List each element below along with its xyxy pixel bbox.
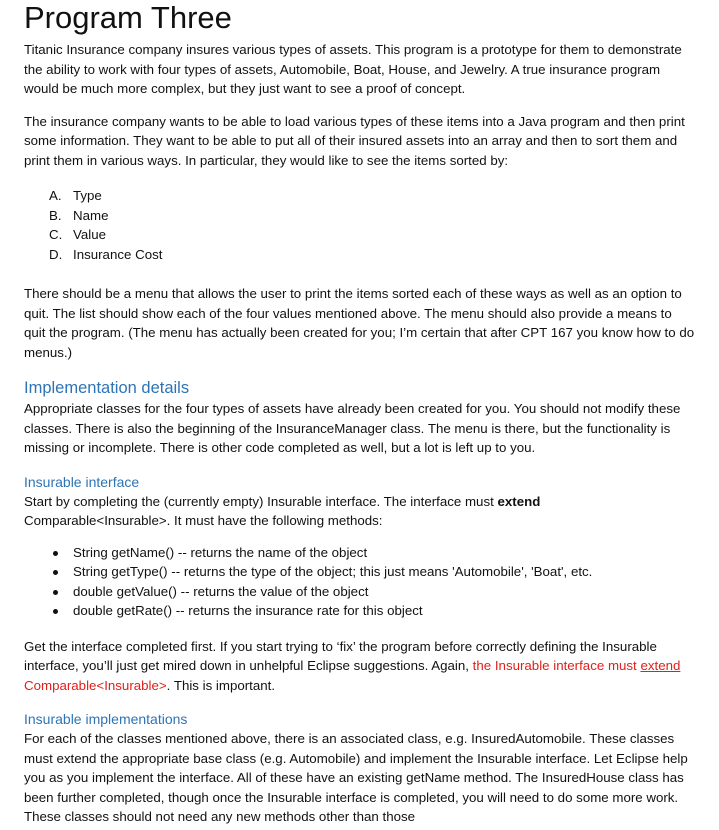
insurable-interface-paragraph-2 [24, 637, 695, 696]
insurable-interface-heading: Insurable interface [24, 473, 140, 490]
intro-paragraph-3: There should be a menu that allows the user to print the items sorted each of these ways as well as an option to quit. The list should show each of the four values mentioned above. The menu should also provide a means to quit the program. (The menu has actually been created for you; I’m certain that after CPT 167 you know how to do menus.) [24, 286, 695, 360]
list-item-label: Name [73, 207, 109, 223]
list-marker: D. [49, 246, 63, 262]
list-marker: C. [49, 227, 63, 242]
list-marker: B. [49, 207, 62, 223]
bullet-icon [53, 590, 58, 595]
bullet-icon [53, 551, 58, 556]
list-marker: A. [49, 188, 62, 203]
implementation-paragraph: Appropriate classes for the four types of assets have already been created for you. You should not modify these classes. There is also the beginning of the InsuranceManager class. The menu is there, but the functionality is missing or incomplete. There is other code completed as well, but a lot is left up to you. [24, 401, 681, 455]
method-text: double getValue() -- returns the value of the object [73, 583, 369, 599]
list-item-label: Type [73, 188, 102, 203]
methods-list [24, 543, 695, 621]
method-text: String getName() -- returns the name of the object [73, 544, 368, 560]
list-item [24, 601, 695, 621]
bullet-icon [53, 609, 58, 614]
page-title: Program Three [24, 0, 232, 35]
method-text: double getRate() -- returns the insurance rate for this object [73, 603, 423, 618]
insurable-implementations-paragraph: For each of the classes mentioned above, there is an associated class, e.g. InsuredAutomobile. These classes must extend the appropriate base class (e.g. Automobile) and implement the Insurable interface. Let Eclipse help you as you implement the interface. All of these have an existing getName method. The InsuredHouse class has been further completed, though once the Insurable interface is completed, you will need to do some more work. These classes should not need any new methods other than those [24, 731, 688, 824]
list-item-label: Insurance Cost [73, 246, 163, 262]
red-text: the Insurable interface must [472, 658, 641, 673]
red-text: Comparable<Insurable> [24, 677, 167, 693]
intro-paragraph-2: The insurance company wants to be able to load various types of these items into a Java program and then print some information. They want to be able to put all of their insured assets into an array and then to sort them and print them in various ways. In particular, they would like to see the items sorted by: [24, 113, 685, 168]
text-run: . This is important. [166, 677, 276, 693]
list-item [24, 543, 695, 563]
list-item-label: Value [73, 227, 107, 242]
bullet-icon [53, 570, 58, 575]
text-run: Get the interface completed first. If you start trying to ‘fix’ the program before correctly defining the Insurable interface, you’ll just get mired down in unhelpful Eclipse suggestions. Again, [24, 638, 657, 673]
list-item [24, 582, 695, 602]
intro-paragraph-1: Titanic Insurance company insures various types of assets. This program is a prototype for them to demonstrate the ability to work with four types of assets, Automobile, Boat, House, and Jewelry. A true insurance program would be much more complex, but they just want to see a proof of concept. [24, 42, 682, 96]
method-text: String getType() -- returns the type of the object; this just means 'Automobile', 'Boat', etc. [73, 564, 593, 579]
insurable-implementations-heading: Insurable implementations [24, 711, 188, 727]
list-item [24, 206, 695, 226]
red-underlined-text: extend [640, 658, 681, 673]
bold-text: extend [497, 493, 541, 509]
list-item [24, 225, 695, 245]
sort-options-list [24, 186, 695, 264]
list-item [24, 562, 695, 582]
list-item [24, 186, 695, 206]
insurable-interface-paragraph-1 [24, 492, 695, 531]
list-item [24, 245, 695, 265]
text-run: Comparable<Insurable>. It must have the following methods: [24, 513, 383, 528]
implementation-heading: Implementation details [24, 379, 190, 397]
text-run: Start by completing the (currently empty) Insurable interface. The interface must [24, 493, 498, 509]
